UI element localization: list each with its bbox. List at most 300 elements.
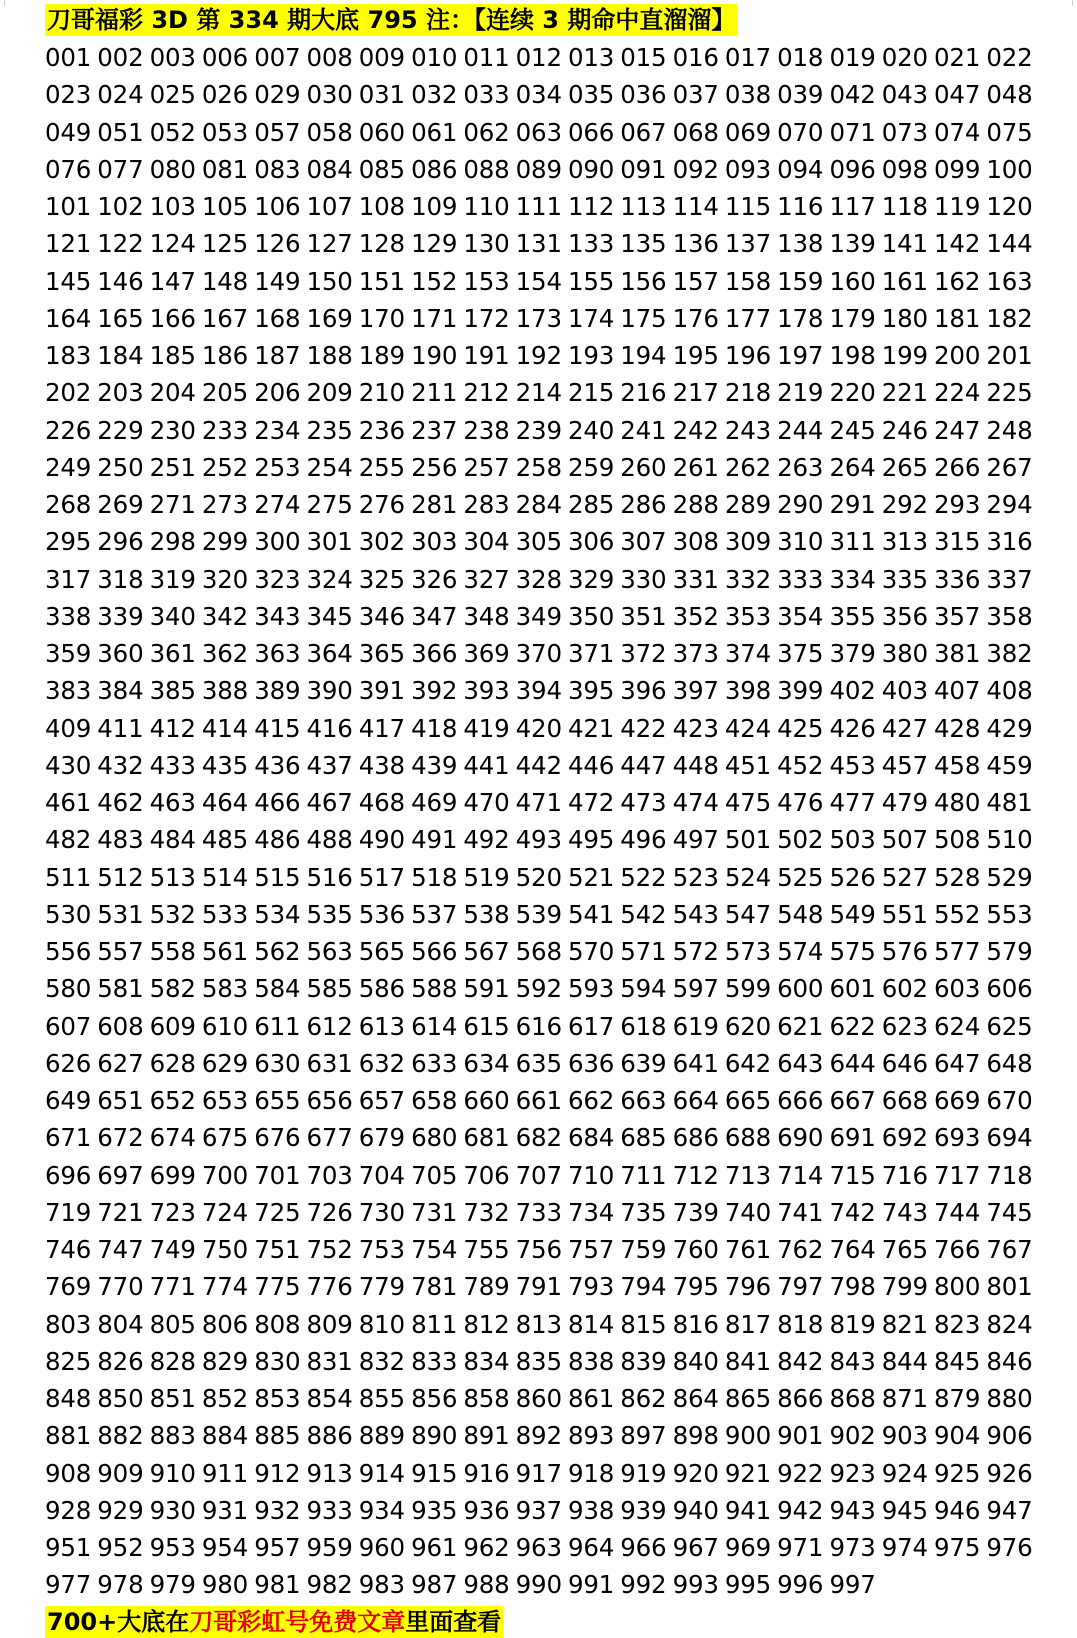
number-item: 558 <box>149 937 196 966</box>
number-item: 511 <box>45 862 92 892</box>
number-item: 710 <box>567 1160 615 1190</box>
number-item: 572 <box>672 937 719 966</box>
number-item: 966 <box>620 1533 667 1562</box>
number-item: 285 <box>567 490 615 519</box>
number-item: 315 <box>934 527 981 557</box>
number-item: 855 <box>358 1384 405 1413</box>
number-item: 022 <box>986 43 1033 72</box>
number-item: 137 <box>724 229 772 259</box>
number-item: 656 <box>306 1086 353 1115</box>
number-item: 324 <box>306 564 353 594</box>
number-item: 657 <box>358 1086 405 1115</box>
number-item: 291 <box>829 490 876 519</box>
number-item: 359 <box>45 639 92 668</box>
number-item: 356 <box>881 601 928 631</box>
number-item: 179 <box>829 303 876 333</box>
number-item: 234 <box>254 415 301 445</box>
number-item: 794 <box>620 1272 667 1302</box>
number-item: 880 <box>986 1384 1033 1413</box>
number-item: 974 <box>881 1533 928 1562</box>
number-item: 363 <box>254 639 301 668</box>
number-item: 031 <box>358 80 405 110</box>
number-item: 614 <box>411 1011 458 1041</box>
number-item: 394 <box>515 676 562 706</box>
number-item: 724 <box>201 1197 249 1227</box>
number-item: 349 <box>515 601 562 631</box>
number-item: 871 <box>881 1384 928 1413</box>
number-item: 090 <box>567 154 615 184</box>
number-item: 904 <box>934 1421 981 1451</box>
number-item: 633 <box>411 1048 458 1078</box>
number-item: 694 <box>986 1123 1033 1153</box>
number-item: 594 <box>620 974 667 1004</box>
number-item: 883 <box>149 1421 196 1451</box>
number-item: 879 <box>934 1384 981 1413</box>
number-item: 634 <box>463 1048 510 1078</box>
number-item: 991 <box>567 1570 615 1600</box>
number-item: 542 <box>620 899 667 929</box>
number-item: 326 <box>411 564 458 594</box>
number-item: 269 <box>97 490 144 519</box>
number-item: 364 <box>306 639 353 668</box>
number-item: 162 <box>934 266 981 296</box>
number-item: 805 <box>149 1309 196 1339</box>
number-item: 309 <box>724 527 772 557</box>
number-item: 262 <box>724 452 772 482</box>
number-item: 263 <box>777 452 824 482</box>
number-item: 648 <box>986 1048 1033 1078</box>
number-item: 643 <box>777 1048 824 1078</box>
number-row <box>45 672 1045 709</box>
number-item: 841 <box>724 1346 772 1376</box>
number-item: 284 <box>515 490 562 519</box>
number-item: 286 <box>620 490 667 519</box>
number-item: 579 <box>986 937 1033 966</box>
number-item: 051 <box>97 117 144 147</box>
number-row <box>45 76 1045 113</box>
number-item: 114 <box>672 192 719 221</box>
number-item: 178 <box>777 303 824 333</box>
number-item: 156 <box>620 266 667 296</box>
number-item: 149 <box>254 266 301 296</box>
number-row <box>45 449 1045 486</box>
number-item: 189 <box>358 341 405 370</box>
number-item: 256 <box>411 452 458 482</box>
number-item: 521 <box>567 862 615 892</box>
number-item: 220 <box>829 378 876 408</box>
number-item: 358 <box>986 601 1033 631</box>
number-item: 573 <box>724 937 772 966</box>
number-item: 077 <box>97 154 144 184</box>
number-item: 586 <box>358 974 405 1004</box>
number-item: 352 <box>672 601 719 631</box>
number-item: 038 <box>724 80 772 110</box>
number-item: 170 <box>358 303 405 333</box>
number-item: 191 <box>463 341 510 370</box>
number-item: 623 <box>881 1011 928 1041</box>
number-item: 392 <box>411 676 458 706</box>
number-item: 647 <box>934 1048 981 1078</box>
number-item: 510 <box>986 825 1033 855</box>
number-item: 483 <box>97 825 144 855</box>
number-item: 593 <box>567 974 615 1004</box>
number-item: 102 <box>97 192 144 221</box>
number-item: 992 <box>620 1570 667 1600</box>
number-item: 584 <box>254 974 301 1004</box>
number-item: 611 <box>254 1011 301 1041</box>
number-item: 167 <box>201 303 249 333</box>
number-item: 088 <box>463 154 510 184</box>
number-item: 459 <box>986 750 1033 780</box>
number-item: 288 <box>672 490 719 519</box>
number-item: 682 <box>515 1123 562 1153</box>
number-item: 898 <box>672 1421 719 1451</box>
number-item: 981 <box>254 1570 301 1600</box>
number-item: 909 <box>97 1458 144 1488</box>
number-item: 057 <box>254 117 301 147</box>
number-item: 432 <box>97 750 144 780</box>
number-item: 824 <box>986 1309 1033 1339</box>
number-item: 023 <box>45 80 92 110</box>
number-row <box>45 188 1045 225</box>
number-item: 071 <box>829 117 876 147</box>
number-item: 609 <box>149 1011 196 1041</box>
number-item: 472 <box>567 788 615 817</box>
number-item: 858 <box>463 1384 510 1413</box>
number-item: 935 <box>411 1495 458 1525</box>
number-item: 481 <box>986 788 1033 817</box>
number-item: 846 <box>986 1346 1033 1376</box>
number-item: 150 <box>306 266 353 296</box>
number-item: 497 <box>672 825 719 855</box>
number-item: 529 <box>986 862 1033 892</box>
number-item: 063 <box>515 117 562 147</box>
number-item: 627 <box>97 1048 144 1078</box>
number-item: 105 <box>201 192 249 221</box>
number-item: 303 <box>411 527 458 557</box>
number-item: 423 <box>672 713 719 743</box>
number-item: 141 <box>881 229 928 259</box>
number-item: 224 <box>934 378 981 408</box>
number-item: 043 <box>881 80 928 110</box>
number-item: 480 <box>934 788 981 817</box>
number-item: 954 <box>201 1533 249 1562</box>
number-item: 370 <box>515 639 562 668</box>
number-item: 975 <box>934 1533 981 1562</box>
number-item: 081 <box>201 154 249 184</box>
number-item: 447 <box>620 750 667 780</box>
number-item: 574 <box>777 937 824 966</box>
number-item: 692 <box>881 1123 928 1153</box>
number-item: 348 <box>463 601 510 631</box>
number-item: 181 <box>934 303 981 333</box>
number-item: 688 <box>724 1123 772 1153</box>
number-item: 110 <box>463 192 510 221</box>
number-item: 160 <box>829 266 876 296</box>
number-item: 215 <box>567 378 615 408</box>
number-item: 018 <box>777 43 824 72</box>
number-item: 190 <box>411 341 458 370</box>
number-item: 508 <box>934 825 981 855</box>
number-item: 901 <box>777 1421 824 1451</box>
number-item: 473 <box>620 788 667 817</box>
number-item: 300 <box>254 527 301 557</box>
number-item: 130 <box>463 229 510 259</box>
number-item: 934 <box>358 1495 405 1525</box>
number-item: 388 <box>201 676 249 706</box>
number-item: 298 <box>149 527 196 557</box>
number-item: 515 <box>254 862 301 892</box>
number-item: 283 <box>463 490 510 519</box>
number-item: 080 <box>149 154 196 184</box>
number-item: 908 <box>45 1458 92 1488</box>
number-item: 632 <box>358 1048 405 1078</box>
number-row <box>45 598 1045 635</box>
number-item: 817 <box>724 1309 772 1339</box>
number-item: 501 <box>724 825 772 855</box>
number-item: 466 <box>254 788 301 817</box>
number-item: 241 <box>620 415 667 445</box>
number-item: 995 <box>724 1570 772 1600</box>
number-item: 187 <box>254 341 301 370</box>
number-item: 774 <box>201 1272 249 1302</box>
footer-text-suffix: 里面查看 <box>405 1607 502 1636</box>
number-item: 903 <box>881 1421 928 1451</box>
number-item: 892 <box>515 1421 562 1451</box>
number-item: 049 <box>45 117 92 147</box>
number-item: 021 <box>934 43 981 72</box>
number-item: 470 <box>463 788 510 817</box>
number-item: 809 <box>306 1309 353 1339</box>
number-item: 033 <box>463 80 510 110</box>
number-item: 485 <box>201 825 249 855</box>
number-item: 441 <box>463 750 510 780</box>
number-item: 108 <box>358 192 405 221</box>
number-item: 260 <box>620 452 667 482</box>
number-item: 068 <box>672 117 719 147</box>
number-item: 766 <box>934 1235 981 1264</box>
number-item: 882 <box>97 1421 144 1451</box>
number-item: 706 <box>463 1160 510 1190</box>
number-row <box>45 970 1045 1007</box>
number-item: 799 <box>881 1272 928 1302</box>
number-item: 735 <box>620 1197 667 1227</box>
number-item: 953 <box>149 1533 196 1562</box>
number-item: 199 <box>881 341 928 370</box>
number-item: 947 <box>986 1495 1033 1525</box>
number-item: 649 <box>45 1086 92 1115</box>
number-item: 375 <box>777 639 824 668</box>
number-item: 310 <box>777 527 824 557</box>
number-row <box>45 1268 1045 1305</box>
number-item: 636 <box>567 1048 615 1078</box>
number-item: 942 <box>777 1495 824 1525</box>
number-item: 639 <box>620 1048 667 1078</box>
number-item: 219 <box>777 378 824 408</box>
number-item: 714 <box>777 1160 824 1190</box>
number-item: 347 <box>411 601 458 631</box>
number-item: 757 <box>567 1235 615 1264</box>
number-item: 066 <box>567 117 615 147</box>
number-row <box>45 1417 1045 1454</box>
number-item: 295 <box>45 527 92 557</box>
number-item: 253 <box>254 452 301 482</box>
number-item: 275 <box>306 490 353 519</box>
number-row <box>45 1045 1045 1082</box>
number-item: 353 <box>724 601 772 631</box>
number-item: 340 <box>149 601 196 631</box>
number-item: 417 <box>358 713 405 743</box>
number-item: 769 <box>45 1272 92 1302</box>
number-item: 151 <box>358 266 405 296</box>
number-item: 169 <box>306 303 353 333</box>
number-item: 937 <box>515 1495 562 1525</box>
number-item: 451 <box>724 750 772 780</box>
number-item: 512 <box>97 862 144 892</box>
number-item: 960 <box>358 1533 405 1562</box>
number-item: 798 <box>829 1272 876 1302</box>
number-item: 467 <box>306 788 353 817</box>
number-item: 067 <box>620 117 667 147</box>
number-item: 831 <box>306 1346 353 1376</box>
number-item: 900 <box>724 1421 772 1451</box>
document <box>45 4 1045 1638</box>
number-item: 952 <box>97 1533 144 1562</box>
number-item: 074 <box>934 117 981 147</box>
number-item: 983 <box>358 1570 405 1600</box>
number-item: 621 <box>777 1011 824 1041</box>
number-item: 425 <box>777 713 824 743</box>
number-item: 522 <box>620 862 667 892</box>
number-item: 119 <box>934 192 981 221</box>
number-item: 204 <box>149 378 196 408</box>
number-item: 468 <box>358 788 405 817</box>
number-item: 128 <box>358 229 405 259</box>
number-item: 029 <box>254 80 301 110</box>
number-item: 721 <box>97 1197 144 1227</box>
number-item: 201 <box>986 341 1033 370</box>
number-item: 218 <box>724 378 772 408</box>
number-item: 188 <box>306 341 353 370</box>
number-item: 862 <box>620 1384 667 1413</box>
number-item: 133 <box>567 229 615 259</box>
number-item: 427 <box>881 713 928 743</box>
number-item: 663 <box>620 1086 667 1115</box>
number-item: 351 <box>620 601 667 631</box>
number-item: 024 <box>97 80 144 110</box>
number-item: 513 <box>149 862 196 892</box>
number-item: 034 <box>515 80 562 110</box>
number-item: 945 <box>881 1495 928 1525</box>
number-item: 677 <box>306 1123 353 1153</box>
number-item: 265 <box>881 452 928 482</box>
number-item: 582 <box>149 974 196 1004</box>
number-item: 517 <box>358 862 405 892</box>
number-item: 293 <box>934 490 981 519</box>
number-item: 138 <box>777 229 824 259</box>
number-item: 852 <box>201 1384 249 1413</box>
number-item: 197 <box>777 341 824 370</box>
number-item: 016 <box>672 43 719 72</box>
number-row <box>45 300 1045 337</box>
number-item: 236 <box>358 415 405 445</box>
number-item: 610 <box>201 1011 249 1041</box>
number-item: 936 <box>463 1495 510 1525</box>
number-item: 617 <box>567 1011 615 1041</box>
number-item: 833 <box>411 1346 458 1376</box>
number-item: 715 <box>829 1160 876 1190</box>
number-item: 452 <box>777 750 824 780</box>
number-item: 402 <box>829 676 876 706</box>
number-item: 613 <box>358 1011 405 1041</box>
number-item: 518 <box>411 862 458 892</box>
number-row <box>45 561 1045 598</box>
number-item: 626 <box>45 1048 92 1078</box>
number-item: 243 <box>724 415 772 445</box>
number-item: 835 <box>515 1346 562 1376</box>
number-item: 741 <box>777 1197 824 1227</box>
number-item: 730 <box>358 1197 405 1227</box>
number-item: 323 <box>254 564 301 594</box>
number-item: 307 <box>620 527 667 557</box>
number-item: 967 <box>672 1533 719 1562</box>
number-item: 172 <box>463 303 510 333</box>
number-item: 618 <box>620 1011 667 1041</box>
number-item: 335 <box>881 564 928 594</box>
number-item: 762 <box>777 1235 824 1264</box>
number-list <box>45 39 1045 1604</box>
number-item: 011 <box>463 43 510 72</box>
number-item: 519 <box>463 862 510 892</box>
number-item: 838 <box>567 1346 615 1376</box>
number-item: 890 <box>411 1421 458 1451</box>
number-item: 073 <box>881 117 928 147</box>
number-item: 237 <box>411 415 458 445</box>
number-row <box>45 263 1045 300</box>
number-item: 435 <box>201 750 249 780</box>
number-item: 982 <box>306 1570 353 1600</box>
number-item: 202 <box>45 378 92 408</box>
number-item: 252 <box>201 452 249 482</box>
number-item: 229 <box>97 415 144 445</box>
number-item: 030 <box>306 80 353 110</box>
number-item: 157 <box>672 266 719 296</box>
number-item: 932 <box>254 1495 301 1525</box>
number-item: 474 <box>672 788 719 817</box>
number-item: 761 <box>724 1235 772 1264</box>
number-item: 711 <box>620 1160 667 1190</box>
page-edge-mark-left <box>4 0 5 6</box>
number-item: 922 <box>777 1458 824 1488</box>
number-item: 414 <box>201 713 249 743</box>
number-item: 462 <box>97 788 144 817</box>
number-item: 628 <box>149 1048 196 1078</box>
number-item: 385 <box>149 676 196 706</box>
number-item: 129 <box>411 229 458 259</box>
number-item: 612 <box>306 1011 353 1041</box>
number-item: 393 <box>463 676 510 706</box>
number-row <box>45 821 1045 858</box>
number-item: 561 <box>201 937 249 966</box>
number-item: 017 <box>724 43 772 72</box>
number-item: 330 <box>620 564 667 594</box>
number-item: 139 <box>829 229 876 259</box>
number-item: 814 <box>567 1309 615 1339</box>
number-item: 159 <box>777 266 824 296</box>
number-item: 771 <box>149 1272 196 1302</box>
number-item: 094 <box>777 154 824 184</box>
number-item: 502 <box>777 825 824 855</box>
